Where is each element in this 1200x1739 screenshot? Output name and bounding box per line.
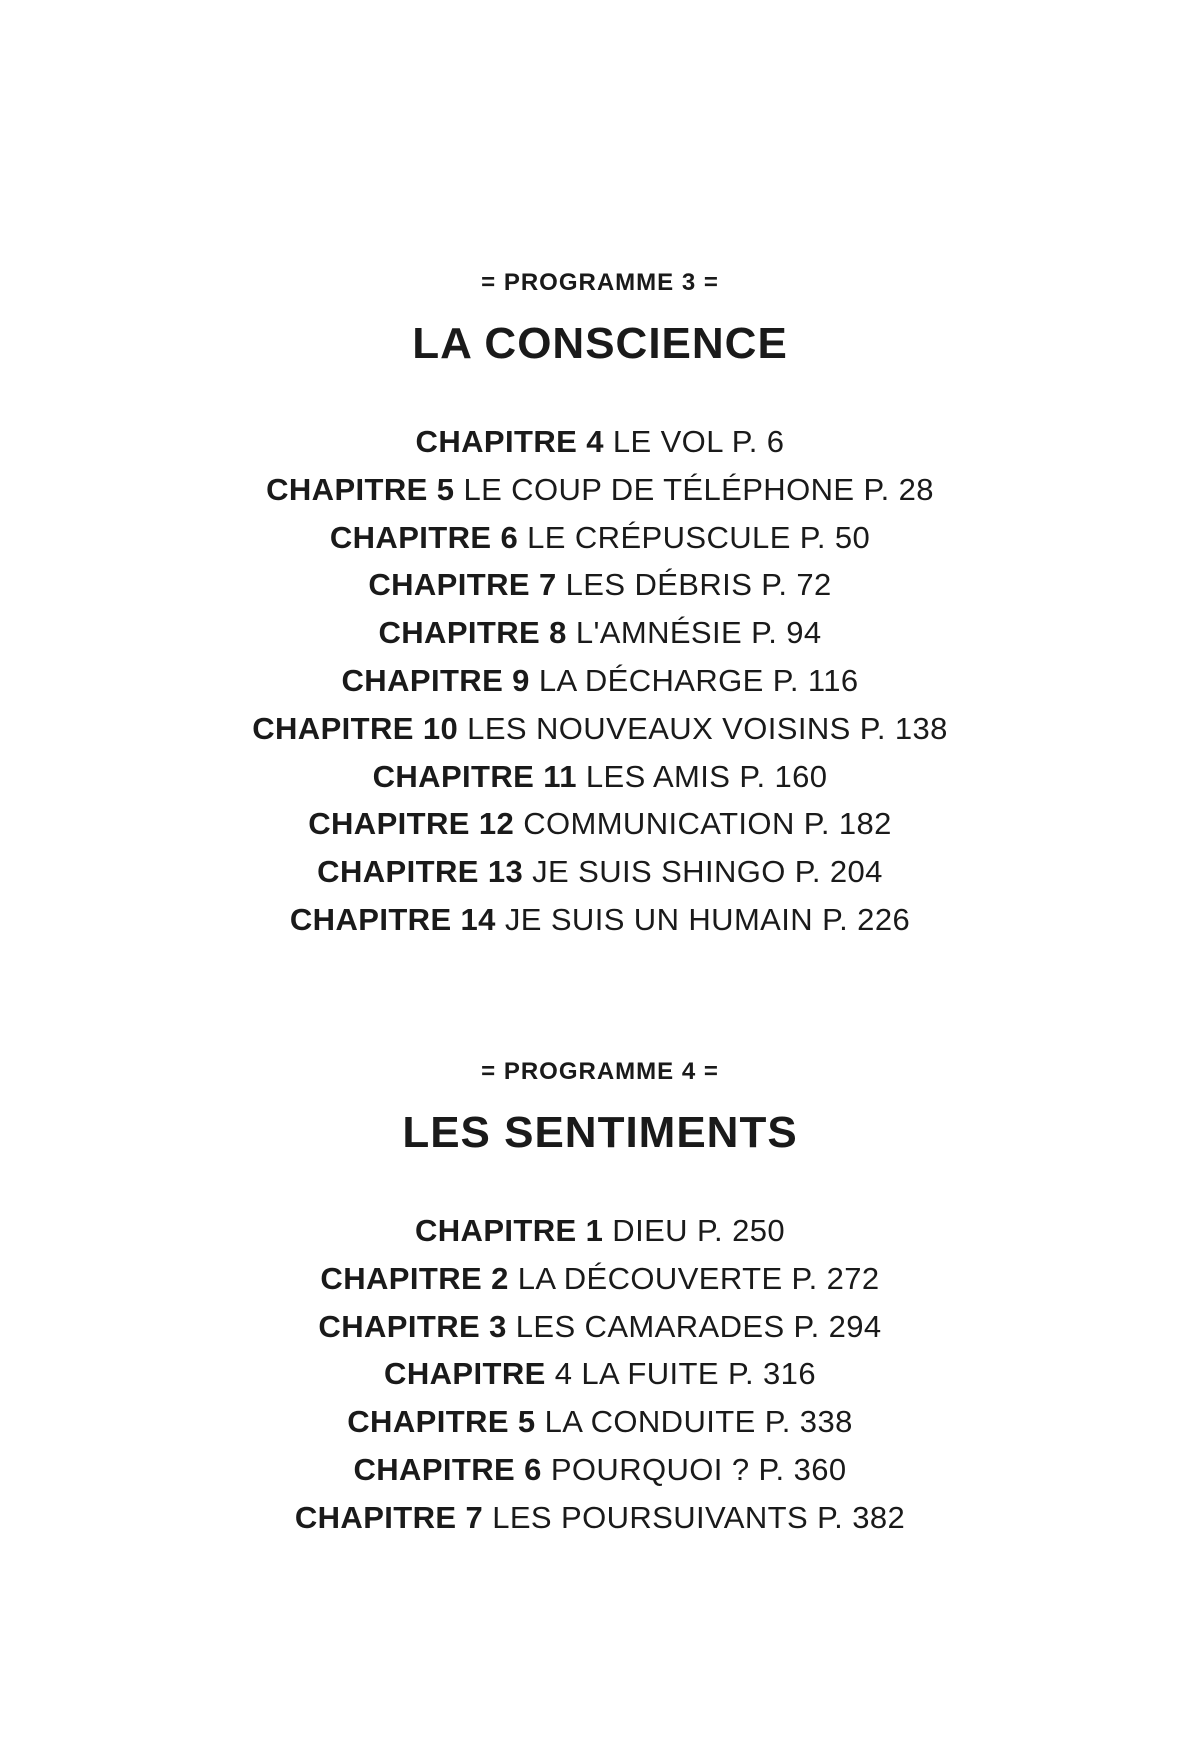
chapter-title: L'AMNÉSIE P. 94 bbox=[575, 615, 822, 651]
chapter-entry bbox=[0, 1446, 1200, 1494]
chapter-title: COMMUNICATION P. 182 bbox=[523, 806, 892, 842]
chapter-entry bbox=[0, 657, 1200, 705]
chapter-number: CHAPITRE 9 bbox=[341, 662, 530, 698]
chapter-entry bbox=[0, 1255, 1200, 1303]
program-label: = PROGRAMME 3 = bbox=[481, 269, 719, 296]
chapter-number: CHAPITRE 2 bbox=[320, 1260, 509, 1296]
program-title: LES SENTIMENTS bbox=[402, 1108, 798, 1157]
chapter-title: LES NOUVEAUX VOISINS P. 138 bbox=[467, 710, 948, 746]
chapter-title: JE SUIS UN HUMAIN P. 226 bbox=[504, 901, 911, 937]
program-label: = PROGRAMME 4 = bbox=[481, 1058, 719, 1085]
chapter-entry bbox=[0, 1350, 1200, 1398]
chapter-entry bbox=[0, 561, 1200, 609]
chapter-number: CHAPITRE 4 bbox=[415, 424, 604, 459]
chapter-title: LES DÉBRIS P. 72 bbox=[565, 567, 832, 603]
program-section bbox=[0, 1057, 1200, 1542]
chapter-number: CHAPITRE 5 bbox=[347, 1404, 536, 1440]
chapter-entry bbox=[0, 514, 1200, 562]
chapter-title: LE COUP DE TÉLÉPHONE P. 28 bbox=[463, 471, 934, 507]
program-title: LA CONSCIENCE bbox=[412, 319, 788, 368]
chapter-number: CHAPITRE 1 bbox=[414, 1213, 604, 1248]
chapter-entry bbox=[0, 896, 1200, 944]
chapter-entry bbox=[0, 466, 1200, 514]
chapter-title: LES AMIS P. 160 bbox=[585, 758, 828, 794]
chapter-entry bbox=[0, 1303, 1200, 1351]
chapter-entry bbox=[0, 705, 1200, 753]
chapter-number: CHAPITRE 14 bbox=[289, 901, 496, 937]
chapter-title: JE SUIS SHINGO P. 204 bbox=[532, 854, 883, 890]
chapter-number: CHAPITRE 6 bbox=[353, 1451, 542, 1487]
chapter-number: CHAPITRE 11 bbox=[372, 758, 577, 794]
chapter-title: LA CONDUITE P. 338 bbox=[544, 1404, 853, 1440]
chapter-entry bbox=[0, 848, 1200, 896]
chapter-entry bbox=[0, 609, 1200, 657]
chapter-number: CHAPITRE 13 bbox=[317, 854, 524, 890]
chapter-title: LES CAMARADES P. 294 bbox=[515, 1308, 882, 1344]
chapter-number: CHAPITRE 7 bbox=[368, 567, 557, 603]
chapter-number: CHAPITRE 5 bbox=[266, 471, 455, 507]
chapter-title: LES POURSUIVANTS P. 382 bbox=[492, 1499, 906, 1535]
chapter-entry bbox=[0, 418, 1200, 466]
chapter-entry bbox=[0, 1207, 1200, 1255]
chapter-number: CHAPITRE 3 bbox=[318, 1308, 507, 1344]
chapter-number: CHAPITRE 7 bbox=[294, 1499, 484, 1535]
chapter-number: CHAPITRE 10 bbox=[252, 710, 459, 746]
chapter-title: LA DÉCOUVERTE P. 272 bbox=[517, 1260, 880, 1296]
chapter-entry bbox=[0, 1398, 1200, 1446]
chapter-number: CHAPITRE 6 bbox=[329, 519, 519, 555]
chapter-number: CHAPITRE 12 bbox=[308, 806, 515, 842]
chapter-number: CHAPITRE 8 bbox=[378, 615, 567, 651]
chapter-title: POURQUOI ? P. 360 bbox=[550, 1451, 847, 1487]
chapter-number: CHAPITRE bbox=[384, 1356, 546, 1392]
chapter-list bbox=[0, 418, 1200, 944]
chapter-title: LE VOL P. 6 bbox=[612, 424, 785, 459]
chapter-title: LA DÉCHARGE P. 116 bbox=[538, 662, 859, 698]
chapter-entry bbox=[0, 753, 1200, 801]
chapter-title: DIEU P. 250 bbox=[612, 1213, 786, 1248]
chapter-entry bbox=[0, 1494, 1200, 1542]
program-section bbox=[0, 268, 1200, 944]
chapter-title: 4 LA FUITE P. 316 bbox=[554, 1356, 816, 1392]
chapter-entry bbox=[0, 800, 1200, 848]
chapter-list bbox=[0, 1207, 1200, 1542]
chapter-title: LE CRÉPUSCULE P. 50 bbox=[527, 519, 871, 555]
